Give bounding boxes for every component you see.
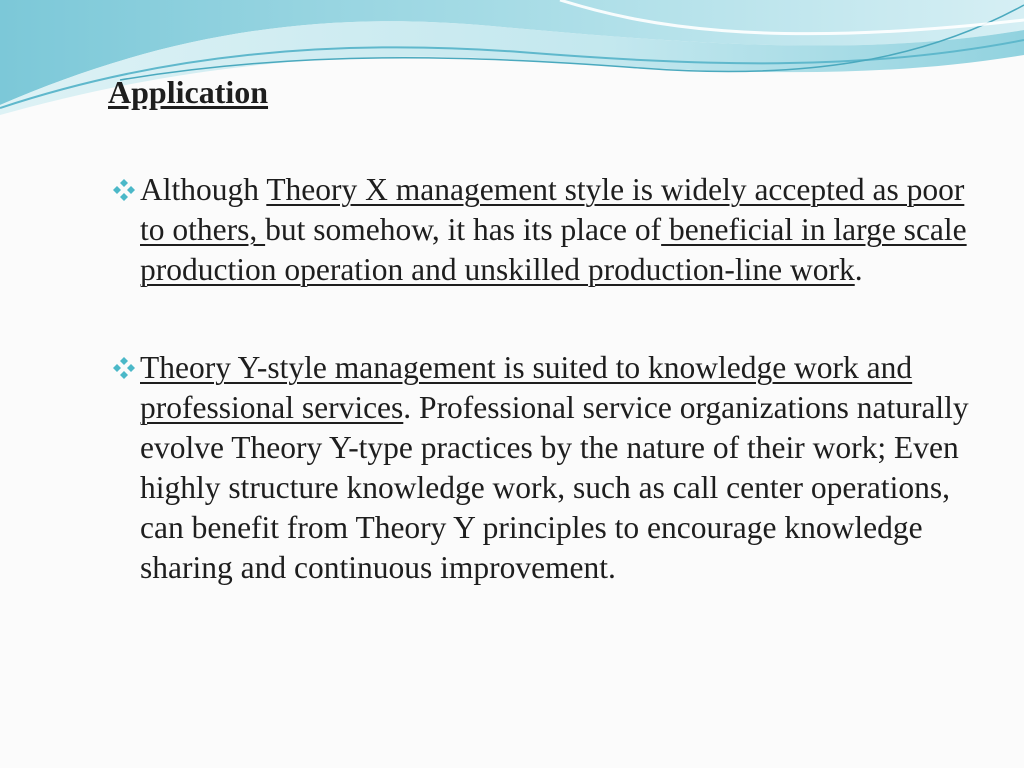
underlined-text: Theory X management style is widely accepted as poor to others, [140,172,965,247]
slide-title: Application [108,74,269,110]
underlined-text: Theory Y-style management is suited to knowledge work and professional services [140,350,913,425]
slide-content [108,72,988,588]
diamond-bullet-icon [111,355,137,381]
bullet-text: . Professional service organizations naturally evolve Theory Y-type practices by the nature of their work; Even highly structure knowledge work, such as call center operations, can benefit from Theory Y principles to encourage knowledge sharing and continuous improvement. [140,390,969,585]
diamond-bullet-icon [111,177,137,203]
bullet-theory-y [108,348,988,588]
bullet-text: but somehow, it has its place of [265,212,662,247]
bullet-text: Although [140,172,267,207]
bullet-text: . [854,252,863,287]
underlined-text: beneficial in large scale production operation and unskilled production-line work [140,212,967,287]
bullet-theory-x [108,170,988,290]
